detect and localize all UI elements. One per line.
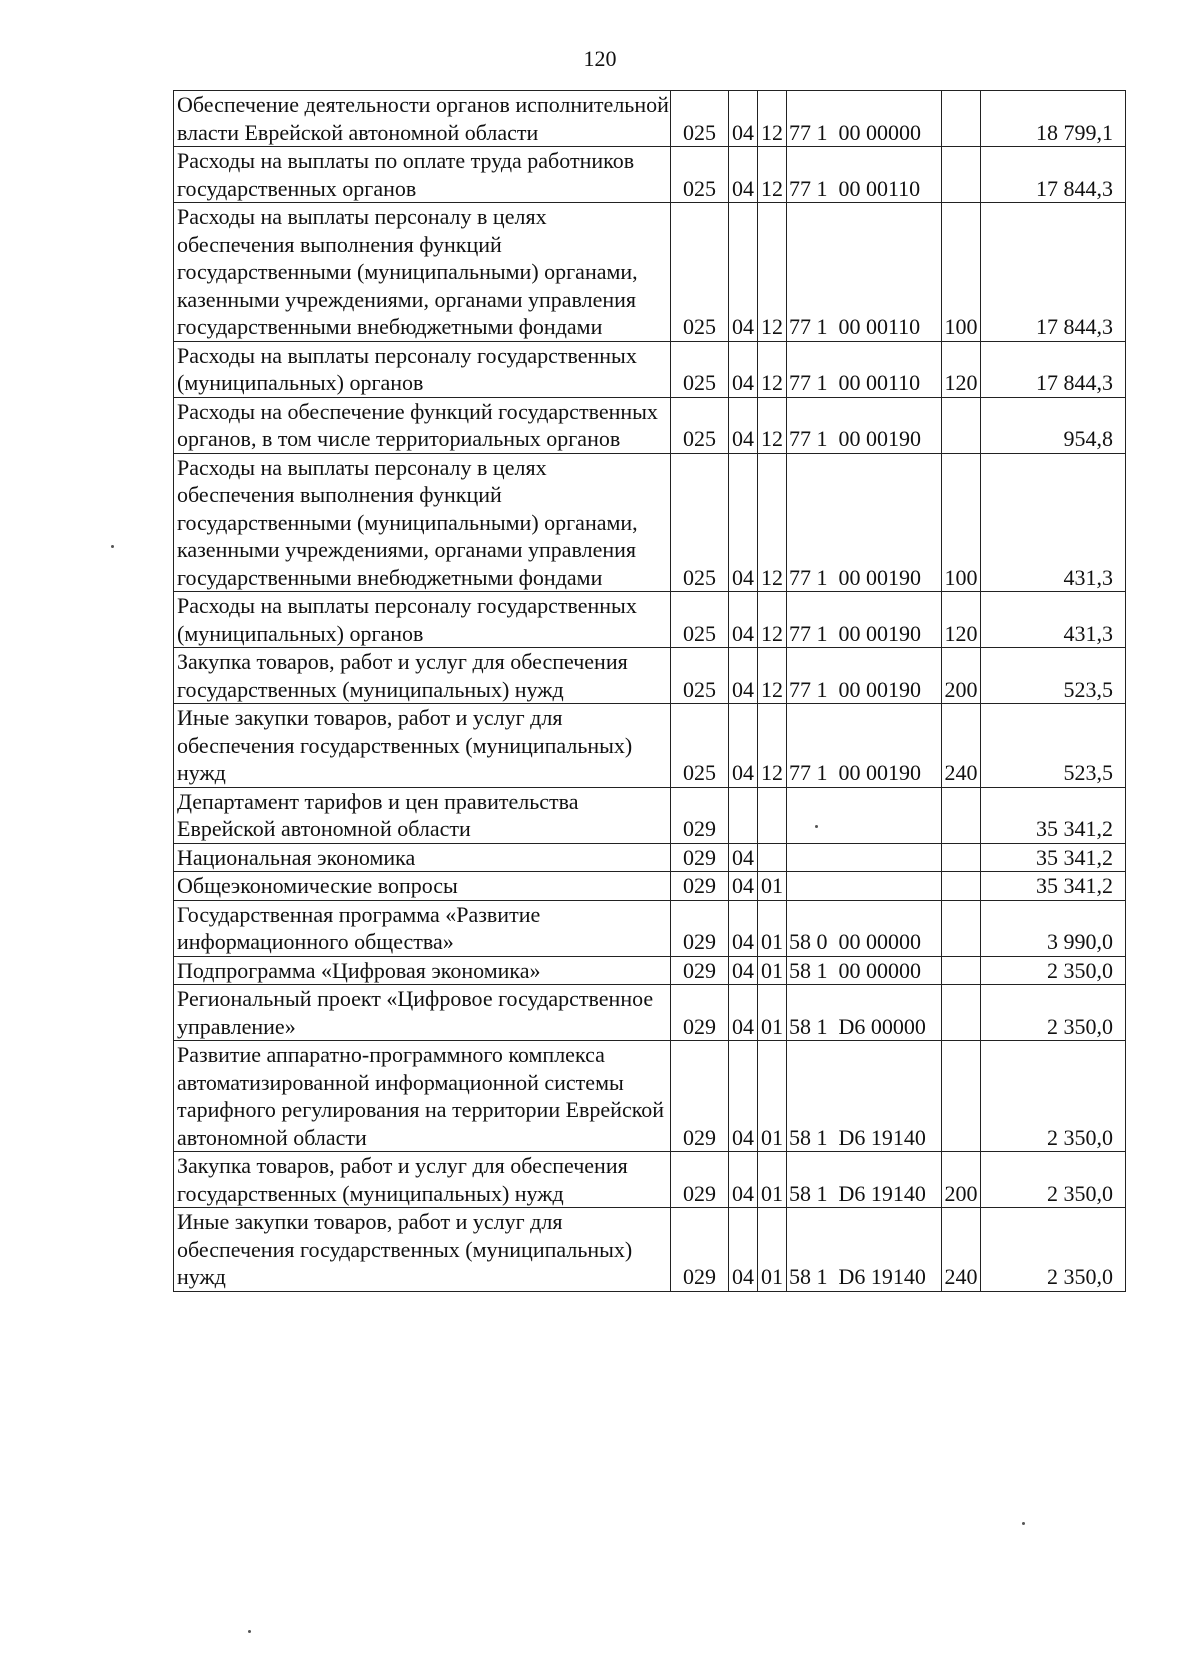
cell-pr: 12 — [758, 453, 787, 592]
cell-grbs: 029 — [671, 872, 729, 901]
cell-amount: 3 990,0 — [981, 900, 1126, 956]
cell-vr: 120 — [942, 592, 981, 648]
cell-rz: 04 — [729, 1208, 758, 1292]
cell-vr — [942, 147, 981, 203]
cell-csr: 77 1 00 00190 — [787, 453, 942, 592]
cell-csr — [787, 843, 942, 872]
table-row — [174, 843, 1126, 872]
cell-amount: 35 341,2 — [981, 787, 1126, 843]
cell-csr: 58 1 D6 19140 — [787, 1041, 942, 1152]
budget-table — [173, 90, 1126, 1292]
cell-rz: 04 — [729, 147, 758, 203]
cell-vr — [942, 956, 981, 985]
cell-amount: 2 350,0 — [981, 1041, 1126, 1152]
table-row — [174, 900, 1126, 956]
cell-csr: 77 1 00 00190 — [787, 592, 942, 648]
cell-amount: 18 799,1 — [981, 91, 1126, 147]
cell-pr: 12 — [758, 397, 787, 453]
cell-csr: 58 1 D6 00000 — [787, 985, 942, 1041]
cell-rz: 04 — [729, 1041, 758, 1152]
scan-speck — [111, 545, 114, 548]
table-row — [174, 397, 1126, 453]
table-row — [174, 1041, 1126, 1152]
cell-grbs: 025 — [671, 592, 729, 648]
cell-pr: 12 — [758, 91, 787, 147]
table-row — [174, 147, 1126, 203]
cell-grbs: 029 — [671, 787, 729, 843]
cell-pr: 12 — [758, 592, 787, 648]
cell-name: Иные закупки товаров, работ и услуг для обеспечения государственных (муниципальных) нужд — [174, 1208, 671, 1292]
cell-grbs: 025 — [671, 704, 729, 788]
cell-csr: 58 1 D6 19140 — [787, 1208, 942, 1292]
cell-amount: 2 350,0 — [981, 1208, 1126, 1292]
cell-name: Иные закупки товаров, работ и услуг для обеспечения государственных (муниципальных) нужд — [174, 704, 671, 788]
cell-name: Расходы на выплаты персоналу в целях обеспечения выполнения функций государственными (муниципальными) органами, казенными учреждениями, органами управления государственными внебюджетными фондами — [174, 203, 671, 342]
cell-grbs: 025 — [671, 453, 729, 592]
cell-pr: 12 — [758, 341, 787, 397]
cell-vr — [942, 872, 981, 901]
cell-csr: 77 1 00 00190 — [787, 397, 942, 453]
cell-vr: 240 — [942, 704, 981, 788]
scan-speck — [1022, 1522, 1025, 1525]
cell-pr — [758, 843, 787, 872]
cell-name: Департамент тарифов и цен правительства Еврейской автономной области — [174, 787, 671, 843]
table-row — [174, 787, 1126, 843]
cell-rz: 04 — [729, 648, 758, 704]
table-row — [174, 203, 1126, 342]
table-row — [174, 592, 1126, 648]
cell-vr — [942, 787, 981, 843]
cell-amount: 2 350,0 — [981, 1152, 1126, 1208]
cell-pr: 01 — [758, 1208, 787, 1292]
cell-name: Расходы на выплаты по оплате труда работников государственных органов — [174, 147, 671, 203]
cell-pr: 01 — [758, 1041, 787, 1152]
cell-name: Развитие аппаратно-программного комплекса автоматизированной информационной системы тарифного регулирования на территории Еврейской автономной области — [174, 1041, 671, 1152]
cell-grbs: 029 — [671, 900, 729, 956]
cell-grbs: 025 — [671, 648, 729, 704]
cell-pr: 12 — [758, 147, 787, 203]
cell-csr: 77 1 00 00190 — [787, 648, 942, 704]
scan-speck — [248, 1630, 251, 1633]
cell-pr — [758, 787, 787, 843]
cell-pr: 01 — [758, 956, 787, 985]
cell-rz: 04 — [729, 900, 758, 956]
cell-grbs: 029 — [671, 985, 729, 1041]
cell-vr: 200 — [942, 1152, 981, 1208]
table-row — [174, 1152, 1126, 1208]
cell-vr — [942, 91, 981, 147]
cell-pr: 01 — [758, 900, 787, 956]
cell-rz: 04 — [729, 872, 758, 901]
table-row — [174, 648, 1126, 704]
cell-name: Закупка товаров, работ и услуг для обеспечения государственных (муниципальных) нужд — [174, 648, 671, 704]
cell-pr: 01 — [758, 985, 787, 1041]
cell-vr — [942, 900, 981, 956]
cell-grbs: 029 — [671, 956, 729, 985]
cell-name: Расходы на обеспечение функций государственных органов, в том числе территориальных органов — [174, 397, 671, 453]
cell-csr: 77 1 00 00190 — [787, 704, 942, 788]
cell-amount: 2 350,0 — [981, 956, 1126, 985]
cell-csr — [787, 872, 942, 901]
cell-grbs: 029 — [671, 1208, 729, 1292]
cell-pr: 01 — [758, 872, 787, 901]
cell-name: Расходы на выплаты персоналу государственных (муниципальных) органов — [174, 341, 671, 397]
cell-csr: 58 1 D6 19140 — [787, 1152, 942, 1208]
cell-name: Подпрограмма «Цифровая экономика» — [174, 956, 671, 985]
cell-name: Региональный проект «Цифровое государственное управление» — [174, 985, 671, 1041]
table-row — [174, 1208, 1126, 1292]
cell-vr: 100 — [942, 203, 981, 342]
cell-name: Государственная программа «Развитие информационного общества» — [174, 900, 671, 956]
table-row — [174, 91, 1126, 147]
cell-vr: 200 — [942, 648, 981, 704]
cell-rz: 04 — [729, 985, 758, 1041]
cell-pr: 12 — [758, 704, 787, 788]
cell-amount: 431,3 — [981, 592, 1126, 648]
cell-amount: 523,5 — [981, 648, 1126, 704]
table-row — [174, 704, 1126, 788]
cell-csr: 77 1 00 00000 — [787, 91, 942, 147]
cell-amount: 431,3 — [981, 453, 1126, 592]
cell-name: Национальная экономика — [174, 843, 671, 872]
cell-rz: 04 — [729, 843, 758, 872]
table-row — [174, 985, 1126, 1041]
table-row — [174, 341, 1126, 397]
cell-amount: 2 350,0 — [981, 985, 1126, 1041]
cell-csr: 77 1 00 00110 — [787, 147, 942, 203]
cell-grbs: 029 — [671, 843, 729, 872]
cell-csr: 58 1 00 00000 — [787, 956, 942, 985]
cell-name: Расходы на выплаты персоналу в целях обеспечения выполнения функций государственными (муниципальными) органами, казенными учреждениями, органами управления государственными внебюджетными фондами — [174, 453, 671, 592]
cell-vr: 240 — [942, 1208, 981, 1292]
cell-rz: 04 — [729, 91, 758, 147]
cell-rz: 04 — [729, 397, 758, 453]
cell-grbs: 025 — [671, 147, 729, 203]
cell-rz: 04 — [729, 341, 758, 397]
cell-vr — [942, 1041, 981, 1152]
cell-name: Закупка товаров, работ и услуг для обеспечения государственных (муниципальных) нужд — [174, 1152, 671, 1208]
cell-rz — [729, 787, 758, 843]
cell-amount: 954,8 — [981, 397, 1126, 453]
cell-pr: 12 — [758, 203, 787, 342]
cell-vr: 120 — [942, 341, 981, 397]
cell-csr: 77 1 00 00110 — [787, 341, 942, 397]
table-row — [174, 872, 1126, 901]
cell-grbs: 025 — [671, 397, 729, 453]
scan-speck — [815, 825, 818, 828]
cell-grbs: 025 — [671, 341, 729, 397]
cell-amount: 523,5 — [981, 704, 1126, 788]
cell-pr: 01 — [758, 1152, 787, 1208]
cell-rz: 04 — [729, 704, 758, 788]
cell-grbs: 029 — [671, 1152, 729, 1208]
cell-pr: 12 — [758, 648, 787, 704]
cell-grbs: 025 — [671, 203, 729, 342]
table-row — [174, 453, 1126, 592]
cell-rz: 04 — [729, 1152, 758, 1208]
cell-rz: 04 — [729, 956, 758, 985]
cell-rz: 04 — [729, 453, 758, 592]
cell-vr: 100 — [942, 453, 981, 592]
cell-csr: 58 0 00 00000 — [787, 900, 942, 956]
cell-csr: 77 1 00 00110 — [787, 203, 942, 342]
cell-vr — [942, 985, 981, 1041]
page-number: 120 — [583, 46, 617, 71]
cell-amount: 35 341,2 — [981, 843, 1126, 872]
cell-amount: 17 844,3 — [981, 341, 1126, 397]
cell-name: Расходы на выплаты персоналу государственных (муниципальных) органов — [174, 592, 671, 648]
cell-name: Обеспечение деятельности органов исполнительной власти Еврейской автономной области — [174, 91, 671, 147]
cell-grbs: 025 — [671, 91, 729, 147]
cell-name: Общеэкономические вопросы — [174, 872, 671, 901]
cell-vr — [942, 843, 981, 872]
cell-rz: 04 — [729, 203, 758, 342]
table-row — [174, 956, 1126, 985]
cell-amount: 17 844,3 — [981, 147, 1126, 203]
cell-rz: 04 — [729, 592, 758, 648]
cell-amount: 17 844,3 — [981, 203, 1126, 342]
cell-amount: 35 341,2 — [981, 872, 1126, 901]
cell-vr — [942, 397, 981, 453]
cell-grbs: 029 — [671, 1041, 729, 1152]
budget-table-body — [174, 91, 1126, 1292]
cell-csr — [787, 787, 942, 843]
